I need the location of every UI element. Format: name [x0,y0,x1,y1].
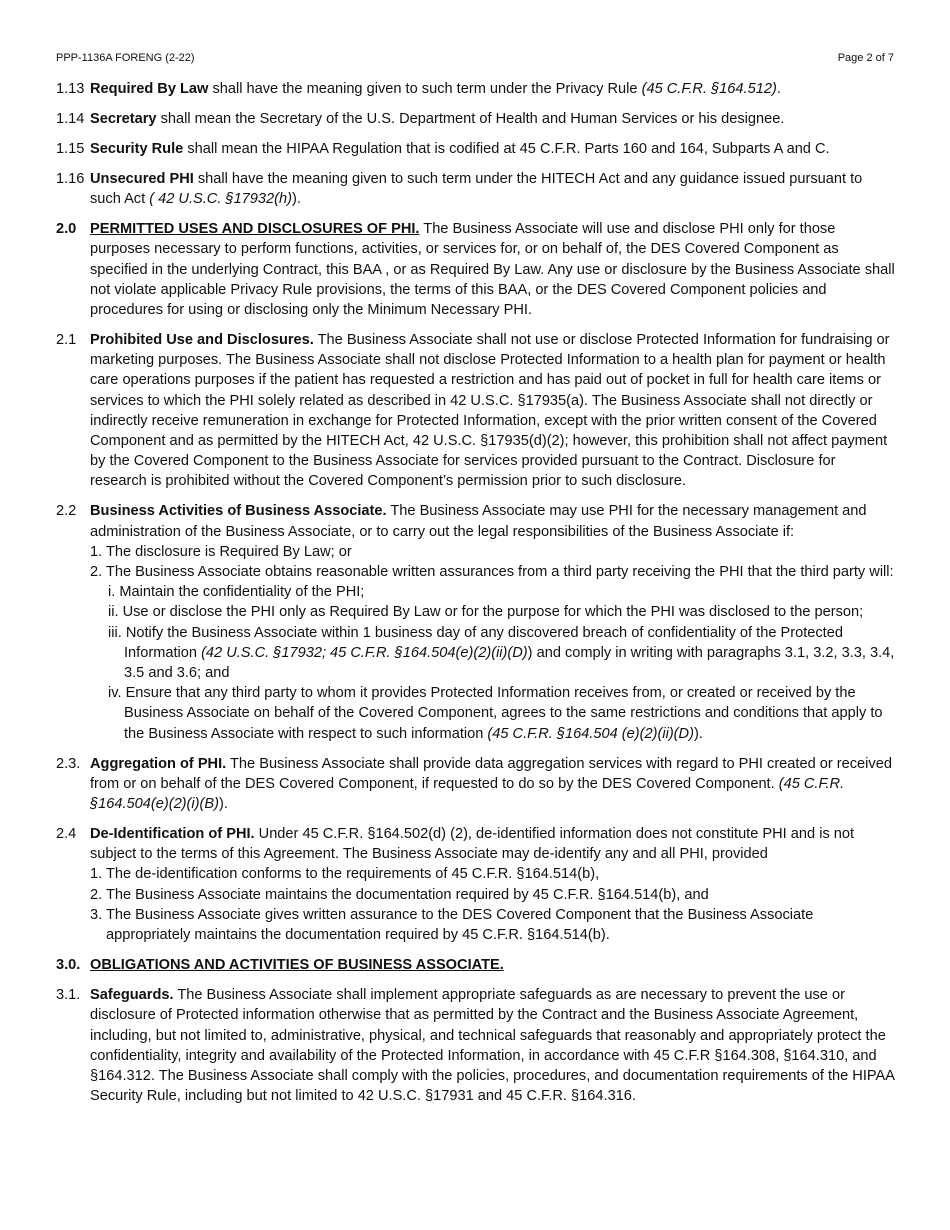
sub-list-item: iii. Notify the Business Associate within 1 business day of any discovered breach of confidentiality of the Protected Information (42 U.S.C. §17932; 45 C.F.R. §164.504(e)(2)(ii)(D)) and comply in writing with paragraphs 3.1, 3.2, 3.3, 3.4, 3.5 and 3.6; and [108,624,895,682]
section-heading: Aggregation of PHI. [90,755,227,772]
section-1-16: 1.16 Unsecured PHI shall have the meaning given to such term under the HITECH Act and any guidance issued pursuant to such Act ( 42 U.S.C. §17932(h)). [56,169,896,209]
section-2-4: 2.4 De-Identification of PHI. Under 45 C.F.R. §164.502(d) (2), de-identified information does not constitute PHI and is not subject to the terms of this Agreement. The Business Associate may de-identify any and all PHI, provided 1. The de-identification conforms to the requirements of 45 C.F.R. §164.514(b), 2. The Business Associate maintains the documentation required by 45 C.F.R. §164.514(b), and 3. The Business Associate gives written assurance to the DES Covered Component that the Business Associate appropriately maintains the documentation required by 45 C.F.R. §164.514(b). [56,824,896,945]
list-item: 3. The Business Associate gives written assurance to the DES Covered Component that the Business Associate appropriately maintains the documentation required by 45 C.F.R. §164.514(b). [90,906,814,944]
form-id: PPP-1136A FORENG (2-22) [56,52,195,64]
section-2-2: 2.2 Business Activities of Business Associate. The Business Associate may use PHI for the necessary management and administration of the Business Associate, or to carry out the legal responsibilities of the Business Associate if: 1. The disclosure is Required By Law; or 2. The Business Associate obtains reasonable written assurances from a third party receiving the PHI that the third party will: i. Maintain the confidentiality of the PHI; ii. Use or disclose the PHI only as Required By Law or for the purpose for which the PHI was disclosed to the person; iii. Notify the Business Associate within 1 business day of any discovered breach of confidentiality of the Protected Information (42 U.S.C. §17932; 45 C.F.R. §164.504(e)(2)(ii)(D)) and comply in writing with paragraphs 3.1, 3.2, 3.3, 3.4, 3.5 and 3.6; and iv. Ensure that any third party to whom it provides Protected Information receives from, or created or received by the Business Associate on behalf of the Covered Component, agrees to the same restrictions and conditions that apply to the Business Associate with respect to such information (45 C.F.R. §164.504 (e)(2)(ii)(D)). [56,501,896,743]
section-1-13: 1.13 Required By Law shall have the meaning given to such term under the Privacy Rule (45 C.F.R. §164.512). [56,79,896,99]
section-1-14: 1.14 Secretary shall mean the Secretary of the U.S. Department of Health and Human Services or his designee. [56,109,896,129]
citation: (45 C.F.R. §164.504 (e)(2)(ii)(D) [487,725,694,742]
section-2-0: 2.0 PERMITTED USES AND DISCLOSURES OF PHI. The Business Associate will use and disclose PHI only for those purposes necessary to perform functions, activities, or services for, or on behalf of, the DES Covered Component as specified in the underlying Contract, this BAA , or as Required By Law. Any use or disclosure by the Business Associate shall not violate applicable Privacy Rule provisions, the terms of this BAA, or the DES Covered Component policies and procedures for using or disclosing only the Minimum Necessary PHI. [56,219,896,320]
term: Unsecured PHI [90,171,194,187]
citation: ( 42 U.S.C. §17932(h) [149,191,292,208]
page-number: Page 2 of 7 [837,52,894,64]
sub-list-item: ii. Use or disclose the PHI only as Required By Law or for the purpose for which the PHI was disclosed to the person; [108,604,864,621]
section-number: 1.13 [56,81,85,97]
section-heading: Business Activities of Business Associate. [90,503,387,520]
section-heading: De-Identification of PHI. [90,826,255,843]
citation: (45 C.F.R. §164.504(e)(2)(i)(B) [90,775,845,813]
document-body [56,79,896,1116]
section-number: 1.15 [56,141,85,157]
sub-list-item: iv. Ensure that any third party to whom it provides Protected Information receives from, or created or received by the Business Associate on behalf of the Covered Component, agrees to the same restrictions and conditions that apply to the Business Associate with respect to such information (45 C.F.R. §164.504 (e)(2)(ii)(D)). [108,685,883,742]
term: Security Rule [90,141,184,157]
section-heading: PERMITTED USES AND DISCLOSURES OF PHI. [90,221,420,238]
section-number: 1.14 [56,111,85,127]
list-item: 2. The Business Associate obtains reasonable written assurances from a third party receiving the PHI that the third party will: [90,564,894,581]
section-heading: OBLIGATIONS AND ACTIVITIES OF BUSINESS ASSOCIATE. [90,957,504,974]
section-number: 2.2 [56,503,77,520]
section-3-1: 3.1. Safeguards. The Business Associate shall implement appropriate safeguards as are necessary to prevent the use or disclosure of Protected information otherwise that as permitted by the Contract and the Business Associate Agreement, including, but not limited to, administrative, physical, and technical safeguards that reasonably and appropriately protect the confidentiality, integrity and availability of the Protected Information, in accordance with 45 C.F.R §164.308, §164.310, and §164.312. The Business Associate shall comply with the policies, procedures, and documentation requirements of the HIPAA Security Rule, including but not limited to 42 U.S.C. §17931 and 45 C.F.R. §164.316. [56,985,896,1106]
section-number: 2.4 [56,826,77,843]
term: Secretary [90,111,157,127]
term: Required By Law [90,81,209,97]
section-1-15: 1.15 Security Rule shall mean the HIPAA Regulation that is codified at 45 C.F.R. Parts 160 and 164, Subparts A and C. [56,139,896,159]
section-3-0 [56,955,896,975]
section-heading: Prohibited Use and Disclosures. [90,332,314,349]
list-item: 2. The Business Associate maintains the documentation required by 45 C.F.R. §164.514(b), and [90,886,709,903]
citation: (42 U.S.C. §17932; 45 C.F.R. §164.504(e)(2)(ii)(D) [201,644,528,661]
section-number: 3.1. [56,987,81,1004]
sub-list-item: i. Maintain the confidentiality of the PHI; [108,584,365,601]
section-number: 2.0 [56,221,77,238]
citation: (45 C.F.R. §164.512) [641,81,777,97]
list-item: 1. The disclosure is Required By Law; or [90,543,352,560]
section-2-3: 2.3. Aggregation of PHI. The Business Associate shall provide data aggregation services with regard to PHI created or received from or on behalf of the DES Covered Component, if requested to do so by the DES Covered Component. (45 C.F.R. §164.504(e)(2)(i)(B)). [56,754,896,815]
section-2-1: 2.1 Prohibited Use and Disclosures. The Business Associate shall not use or disclose Protected Information for fundraising or marketing purposes. The Business Associate shall not disclose Protected Information to a health plan for payment or health care operations purposes if the patient has requested a restriction and has paid out of pocket in full for health care items or services to which the PHI solely related as described in 42 U.S.C. §17935(a). The Business Associate shall not directly or indirectly receive remuneration in exchange for Protected Information, except with the prior written consent of the Covered Component and as permitted by the HITECH Act, 42 U.S.C. §17935(d)(2); however, this prohibition shall not affect payment by the Covered Component to the Business Associate for services provided pursuant to the Contract. Disclosure for research is prohibited without the Covered Component’s permission prior to such disclosure. [56,330,896,492]
section-number: 3.0. [56,957,81,974]
section-number: 2.3. [56,755,81,772]
section-number: 1.16 [56,171,85,187]
section-heading: Safeguards. [90,987,174,1004]
section-number: 2.1 [56,332,77,349]
list-item: 1. The de-identification conforms to the requirements of 45 C.F.R. §164.514(b), [90,866,600,883]
